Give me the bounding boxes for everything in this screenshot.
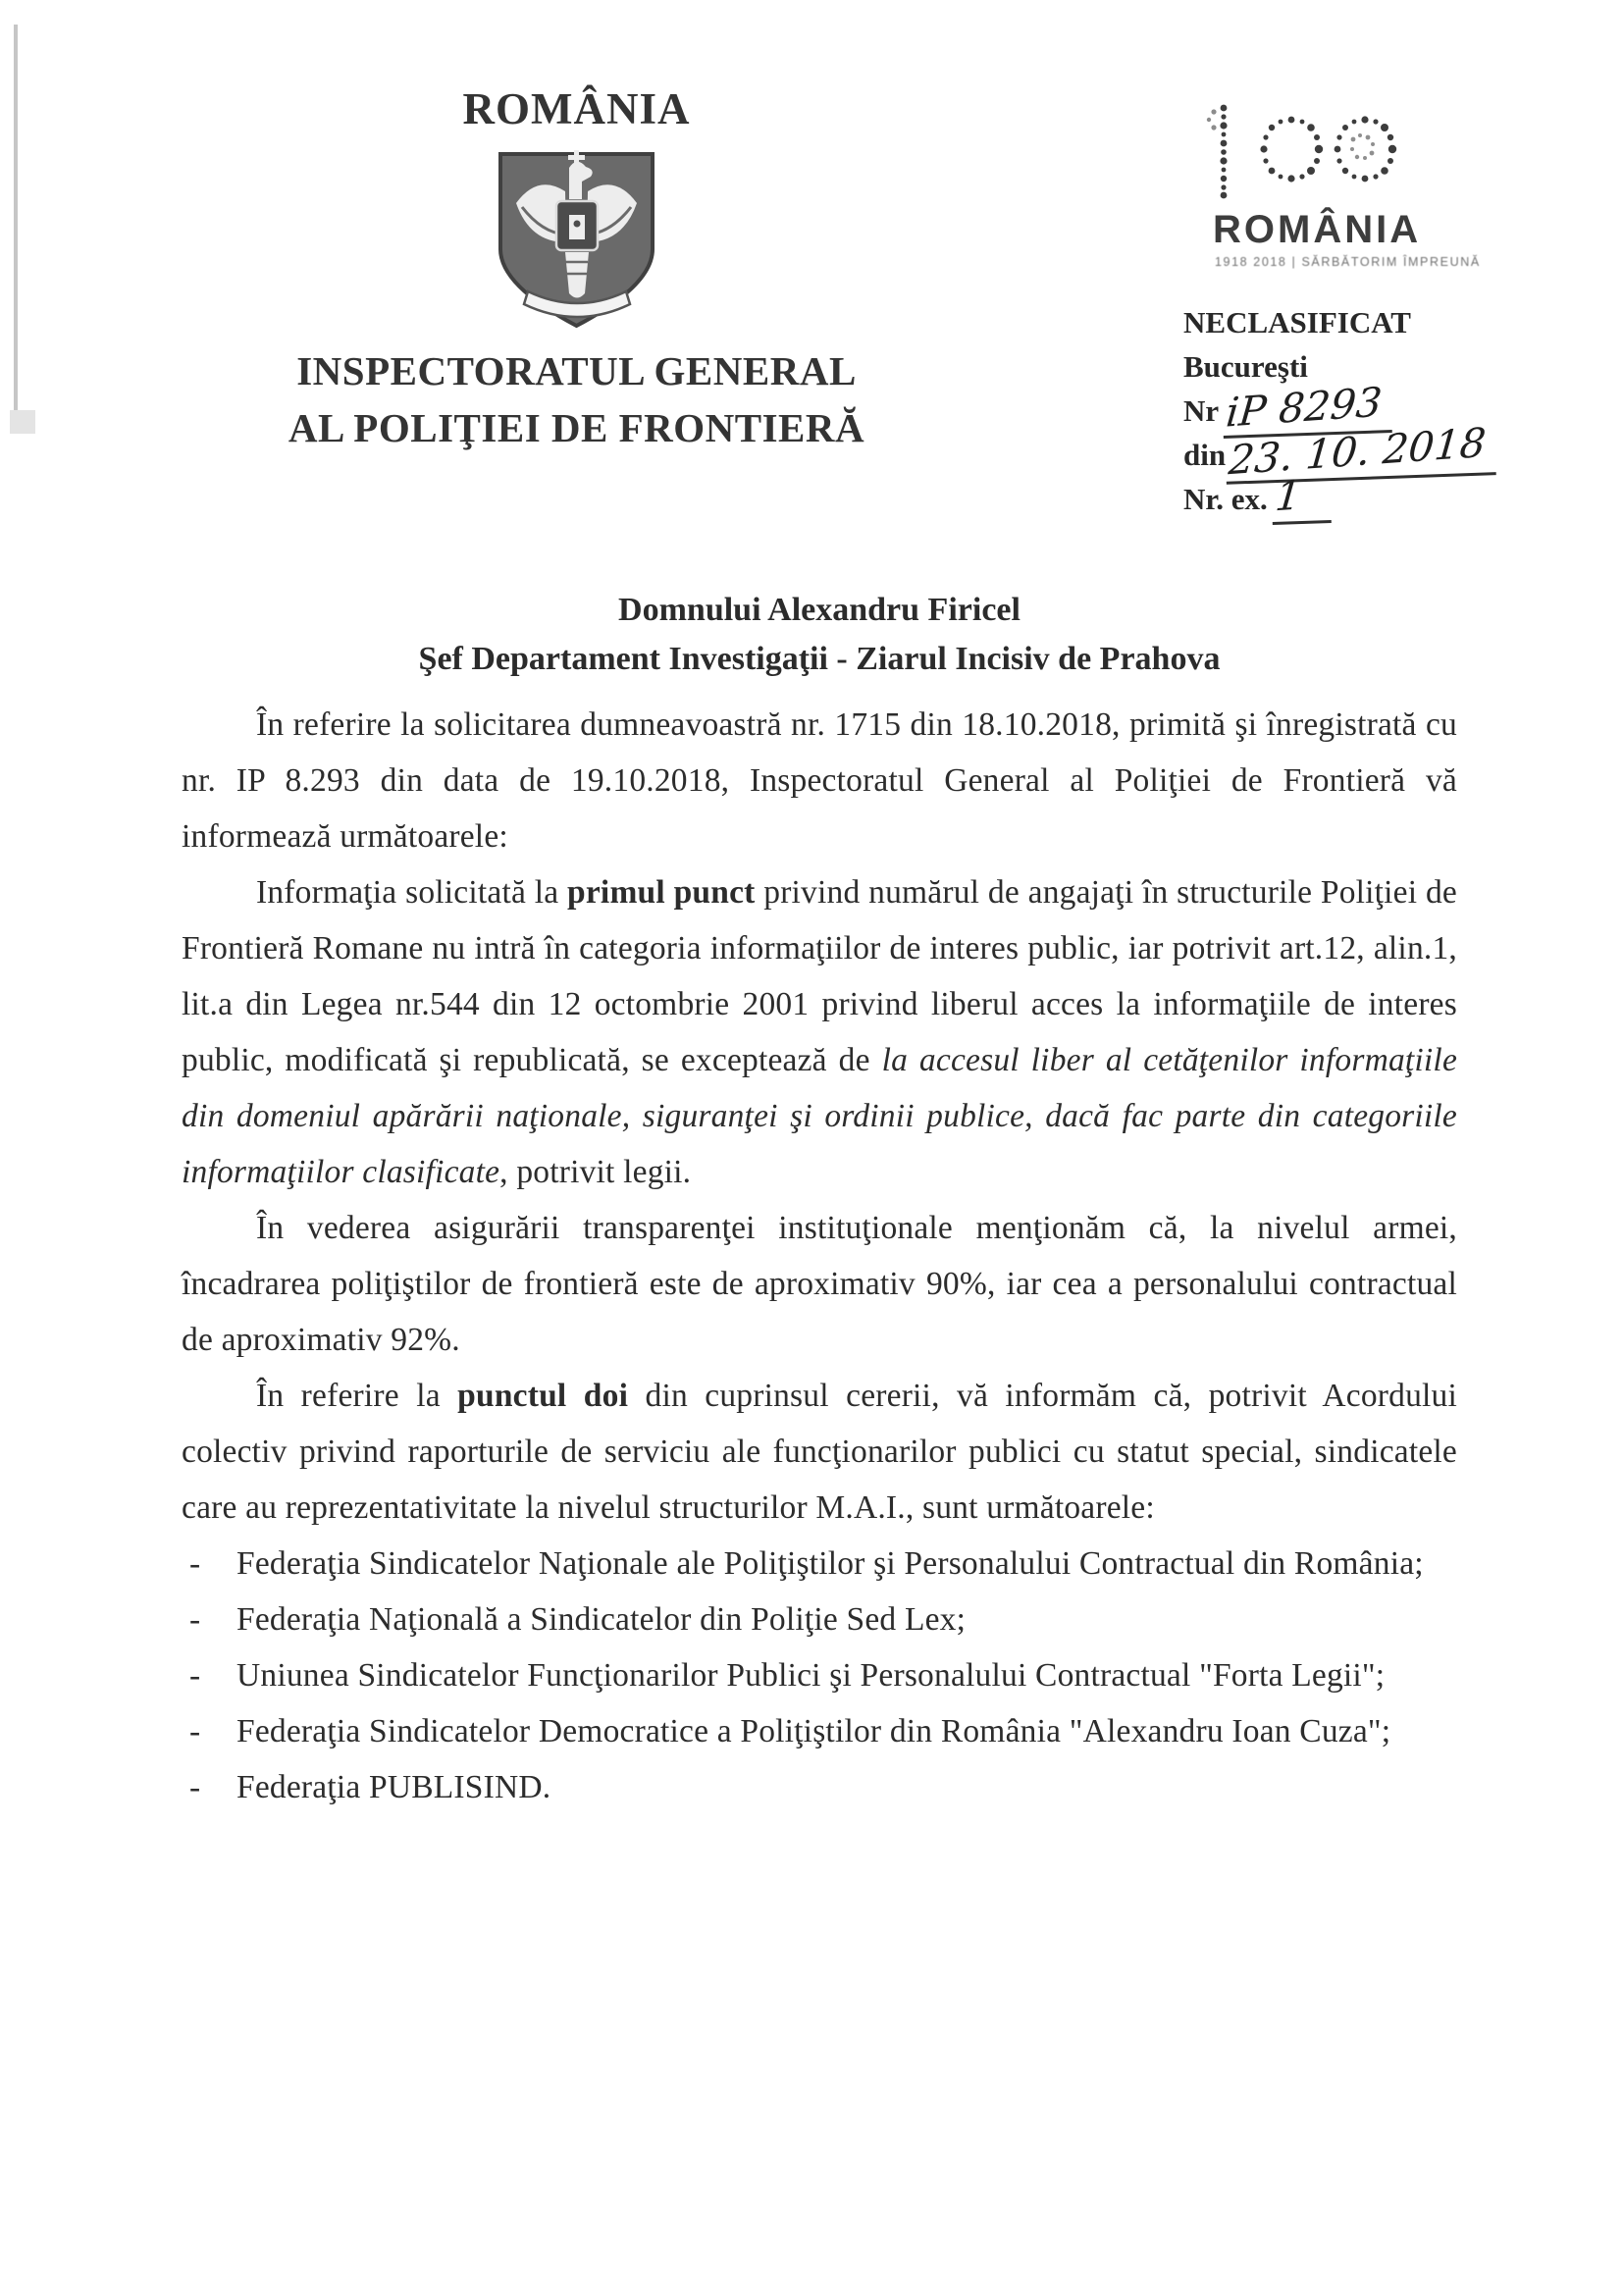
paragraph-transparency	[182, 1200, 1457, 1368]
list-item	[182, 1536, 1457, 1592]
list-dash: -	[189, 1545, 201, 1582]
addressee-block	[182, 586, 1457, 684]
din-label: din	[1183, 438, 1227, 472]
list-dash: -	[189, 1769, 201, 1805]
centenary-title: ROMÂNIA	[1213, 208, 1422, 251]
ex-underline	[1271, 471, 1332, 525]
p2-run-normal-2: privind numărul de angajaţi în structurile Poliţiei de Frontieră Romane nu intră în categoria informaţiilor de interes public, iar potrivit art.12, alin.1, lit.a din Legea nr.544 din 12 octombrie 2001 privind liberul acces la informaţiile de interes public, modificată şi republicată, se exceptează de	[182, 874, 1457, 1078]
p4-run-normal-1: În referire la	[256, 1378, 458, 1414]
ex-handwritten-value: 1	[1273, 471, 1303, 521]
list-item	[182, 1703, 1457, 1759]
org-name-line2: AL POLIŢIEI DE FRONTIERĂ	[288, 405, 865, 450]
addressee-title: Şef Departament Investigaţii - Ziarul Incisiv de Prahova	[418, 641, 1221, 677]
paragraph-point-one	[182, 864, 1457, 1200]
p4-run-normal-2: din cuprinsul cererii, vă informăm că, potrivit Acordului colectiv privind raporturile de serviciu ale funcţionarilor publici cu statut special, sindicatele care au reprezentativitate la nivelul structurilor M.A.I., sunt următoarele:	[182, 1378, 1458, 1526]
list-item-text: Federaţia PUBLISIND.	[236, 1769, 551, 1805]
din-handwritten-value: 23. 10. 2018	[1227, 418, 1489, 485]
coat-of-arms-icon	[471, 146, 682, 333]
list-item	[182, 1759, 1457, 1815]
letterhead	[206, 83, 947, 456]
org-name-line1: INSPECTORATUL GENERAL	[296, 348, 857, 393]
scan-artifact-smudge	[10, 410, 35, 434]
p2-run-bold: primul punct	[567, 874, 756, 911]
p2-run-italic: la accesul liber al cetăţenilor informaţiile din domeniul apărării naţionale, siguranţei şi ordinii publice, dacă fac parte din categoriile informaţiilor clasificate	[182, 1042, 1458, 1190]
p2-run-normal-1: Informaţia solicitată la	[256, 874, 568, 911]
list-item	[182, 1647, 1457, 1703]
list-item-text: Federaţia Sindicatelor Democratice a Poliţiştilor din România "Alexandru Ioan Cuza";	[236, 1713, 1391, 1749]
country-title: ROMÂNIA	[462, 84, 691, 133]
addressee-name: Domnului Alexandru Firicel	[618, 592, 1021, 628]
p2-run-normal-3: , potrivit legii.	[499, 1154, 692, 1190]
paragraph-point-two	[182, 1368, 1457, 1536]
ex-label: Nr. ex.	[1183, 482, 1268, 516]
list-item	[182, 1592, 1457, 1647]
nr-handwritten-value: iP 8293	[1224, 378, 1385, 437]
list-item-text: Federaţia Naţională a Sindicatelor din Poliţie Sed Lex;	[236, 1601, 967, 1638]
centenary-tagline: 1918 2018 | SĂRBĂTORIM ÎMPREUNĂ	[1215, 255, 1481, 269]
list-dash: -	[189, 1713, 201, 1749]
letter-body	[182, 697, 1457, 1815]
unions-list	[182, 1536, 1457, 1815]
list-dash: -	[189, 1657, 201, 1694]
list-dash: -	[189, 1601, 201, 1638]
scan-artifact-line	[14, 25, 18, 422]
classification-label: NECLASIFICAT	[1183, 305, 1411, 339]
p4-run-bold: punctul doi	[457, 1378, 629, 1414]
paragraph-intro	[182, 697, 1457, 864]
din-underline	[1225, 418, 1495, 485]
list-item-text: Federaţia Sindicatelor Naţionale ale Poliţiştilor şi Personalului Contractual din România;	[236, 1545, 1424, 1582]
registry-date-line	[1183, 418, 1531, 485]
registry-block	[1178, 98, 1531, 521]
list-item-text: Uniunea Sindicatelor Funcţionarilor Publici şi Personalului Contractual "Forta Legii";	[236, 1657, 1386, 1694]
paragraph-transparency-text: În vederea asigurării transparenţei instituţionale menţionăm că, la nivelul armei, încadrarea poliţiştilor de frontieră este de aproximativ 90%, iar cea a personalului contractual de aproximativ 92%.	[182, 1210, 1457, 1358]
city-label: Bucureşti	[1183, 349, 1308, 384]
nr-label: Nr	[1183, 393, 1220, 428]
paragraph-intro-text: În referire la solicitarea dumneavoastră nr. 1715 din 18.10.2018, primită şi înregistrată cu nr. IP 8.293 din data de 19.10.2018, Inspectoratul General al Poliţiei de Frontieră vă informează următoarele:	[182, 706, 1457, 855]
centenary-100-icon	[1205, 98, 1416, 208]
